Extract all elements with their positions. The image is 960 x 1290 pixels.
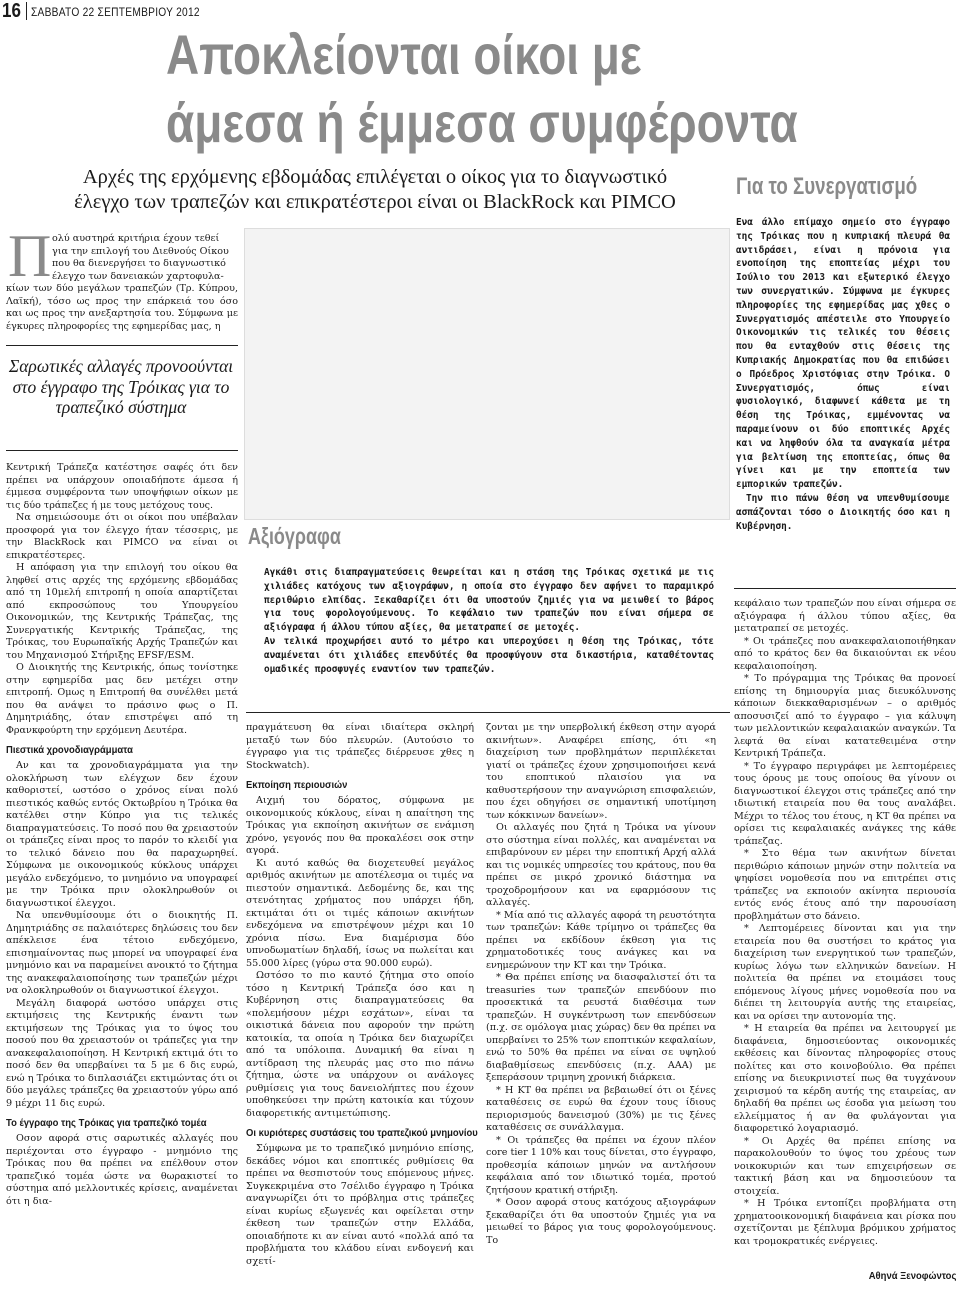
- pull-quote-bottom-rule: [6, 450, 238, 451]
- sidebar-heading: Για το Συνεργατισμό: [736, 173, 918, 200]
- subheading-pressing-timelines: Πιεστικά χρονοδιαγράμματα: [6, 744, 133, 756]
- sidebar-bottom-rule: [734, 588, 956, 589]
- col1-paragraph: Μεγάλη διαφορά ωστόσο υπάρχει στις εκτιμήσεις της Κεντρικής έναντι των εκτιμήσεων της Τρόικας για το ύψος του ποσού που θα χρειαστούν οι τράπεζες για την ανακεφαλαιοποίηση. Η Κεντρική εκτιμά ότι το ποσό δεν θα υπερβαίνει τα 5 με 6 δις ευρώ, ενώ η Τρόικα το διπλασιάζει εκτιμώντας ότι οι δύο μεγάλες τράπεζες θα χρειαστούν γύρω από 9 μέχρι 11 δις ευρώ.: [6, 997, 238, 1109]
- axiografa-heading: Αξιόγραφα: [248, 523, 341, 549]
- col3-paragraph: * Η ΚΤ θα πρέπει να βεβαιωθεί ότι οι ξένες καταθέσεις σε ευρώ θα έχουν τους ίδιους περιορισμούς δανεισμού (30%) με τις ξένες καταθέσεις σε συνάλλαγμα.: [486, 1084, 716, 1133]
- axiografa-paragraph: Αν τελικά προχωρήσει αυτό το μέτρο και υπεροχύσει η θέση της Τρόικας, τότε αναμένεται ότι χιλιάδες επενδύτές θα προσφύγουν στα δικαστήρια, καταθέτοντας ομαδικές προσφυγές εναντίον των τραπεζών.: [264, 635, 714, 675]
- col1-paragraph: Οσον αφορά στις σαρωτικές αλλαγές που περιέχονται στο έγγραφο - μνημόνιο της Τρόικας που θα πρέπει να επέλθουν στον τραπεζικό τομέα ώστε να θωρακιστεί το σύστημα από μελλοντικές κρίσεις, αναμένεται ότι η δια-: [6, 1133, 238, 1207]
- column-3: [486, 722, 716, 1247]
- subheading-main-recommendations: Οι κυριότερες συστάσεις του τραπεζικού μνημονίου: [246, 1127, 478, 1139]
- pull-quote: Σαρωτικές αλλαγές προνοούνται στο έγγραφο της Τρόικας για το τραπεζικό σύστημα: [8, 356, 234, 417]
- sidebar-paragraph: Ενα άλλο επίμαχο σημείο στο έγγραφο της Τρόικας που η κυπριακή πλευρά θα αντιδράσει, είναι η πρόνοια για ενοποίηση της εποπτείας μέχρι του Ιούλιο του 2013 και εξωτερικό έλεγχο των συνεργατικών. Σύμφωνα με έγκυρες πληροφορίες της εφημερίδας μας χθες ο Συνεργατισμός απέστειλε στο Υπουργείο Οικονομικών τις τελικές του θέσεις που θα ενταχθούν στις θέσεις της Κυπριακής Δημοκρατίας που θα επιδώσει ο Πρόεδρος Χριστόφιας στην Τρόικα. Ο Συνεργατισμός, όπως είναι φυσιολογικό, διαφωνεί κάθετα με τη θέση της Τρόικας, εμμένοντας να παραμείνουν οι δύο εποπτικές Αρχές και να ληφθούν όλα τα αναγκαία μέτρα για βελτίωση της εποπτείας, όπως θα γίνει και με την εποπτεία των εμπορικών τραπεζών.: [736, 217, 950, 491]
- col3-paragraph: * Μία από τις αλλαγές αφορά τη ρευστότητα των τραπεζών: Κάθε τρίμηνο οι τράπεζες θα πρέπει να εκδίδουν έκθεση για τις χρηματοδοτικές τους ανάγκες και να ενημερώνουν την ΚΤ και την Τρόικα.: [486, 909, 716, 971]
- column-1: [6, 462, 238, 1208]
- subheading-asset-liquidation: Εκποίηση περιουσιών: [246, 779, 348, 791]
- lead-line-4: έλεγχο των δανειακών χαρτοφυλα-: [52, 270, 224, 282]
- byline: Αθηνά Ξενοφώντος: [868, 1270, 956, 1282]
- dropcap: Π: [8, 223, 52, 289]
- col2-paragraph: Αιχμή του δόρατος, σύμφωνα με οικονομικούς κύκλους, είναι η απαίτηση της Τρόικας για εκποίηση ακινήτων σε ενάμιση χρόνο, γεγονός που θα προκαλέσει σοκ στην αγορά.: [246, 795, 474, 856]
- col3-paragraph: * Θα πρέπει επίσης να διασφαλιστεί ότι τα treasuries των τραπεζών επενδύουν πιο προσεκτικά τα ρευστά διαθέσιμα των τραπεζών. Η συγκέντρωση των επενδύσεων (π.χ. σε ομόλογα μιας χώρας) δεν θα πρέπει να υπερβαίνει το 25% των εποπτικών κεφαλαίων, ενώ το 50% θα πρέπει να είναι σε υψηλού διαβαθμίσεως επενδύσεις (π.χ. ΑΑΑ) με ξεπεράσουν τριμηνη χρονική διάρκεια.: [486, 972, 716, 1083]
- col4-paragraph: * Το έγγραφο περιγράφει με λεπτομέρειες τους όρους με τους οποίους θα γίνουν οι διαγνωστικοί έλεγχοι στις τράπεζες από την ιδιωτική εταιρεία που θα τους αναλάβει. Μέχρι το τέλος του έτους, η ΚΤ θα πρέπει να ορίσει τις κεφαλαιακές ανάγκες της κάθε τράπεζας.: [734, 760, 956, 847]
- col4-paragraph: * Οι Αρχές θα πρέπει επίσης να παρακολουθούν το ύψος του χρέους των νοικοκυριών και των επιχειρήσεων σε τακτική βάση και να δημοσιεύουν τα στοιχεία.: [734, 1135, 956, 1197]
- axiografa-box: [264, 566, 714, 676]
- folio-date: ΣΑΒΒΑΤΟ 22 ΣΕΠΤΕΜΒΡΙΟΥ 2012: [31, 5, 200, 19]
- sidebar-paragraph: Την πιο πάνω θέση να υπενθυμίσουμε ασπάζονται τόσο ο Διοικητής όσο και η Κυβέρνηση.: [736, 492, 950, 532]
- col1-paragraph: Να υπενθυμίσουμε ότι ο διοικητής Π. Δημητριάδης σε παλαιότερες δηλώσεις του δεν απέκλεισε ένα τέτοιο ενδεχόμενο, επισημαίνοντας πως μπορεί να υπογραφεί ένα μνημόνιο και να παραμείνει ανοικτό το ζήτημα της ανακεφαλαιοποίησης των τραπεζών μέχρι να ολοκληρωθούν οι διαγνωστικοί έλεγχοι.: [6, 910, 238, 996]
- sidebar-box: [736, 216, 950, 533]
- lead-rest-text: κίων των δύο μεγάλων τραπεζών (Τρ. Κύπρου, Λαϊκή), τόσο ως προς την επάρκειά του όσο και ως προς την ανεξαρτησία του. Σύμφωνα με έγκυρες πληροφορίες της εφημερίδας μας, η: [6, 283, 238, 332]
- page-number: 16: [2, 0, 21, 22]
- col1-paragraph: Η απόφαση για την επιλογή του οίκου θα ληφθεί στις αρχές της ερχόμενης εβδομάδας από τη 10μελή επιτροπή η οποία απαρτίζεται από εκπροσώπους του Υπουργείου Οικονομικών, της Κεντρικής Τράπεζας, της Συνεργατικής Κεντρικής Τράπεζας, της Τρόικας, του Ευρωπαϊκής Αρχής Τραπεζών και του Μηχανισμού Στήριξης EFSF/ESM.: [6, 562, 238, 661]
- deck-line-2: έλεγχο των τραπεζών και επικρατέστεροι είναι οι BlackRock και PIMCO: [74, 191, 676, 213]
- col4-paragraph: * Στο θέμα των ακινήτων δίνεται περιθώριο κάποιων μηνών στην πολιτεία να ψηφίσει νομοθεσία που να επιτρέπει στις τράπεζες να εκποιούν ακίνητα περιουσία εντός ενός έτους από την παρουσίαση προβλημάτων στο δάνειο.: [734, 848, 956, 922]
- col4-paragraph: * Οι τράπεζες που ανακεφαλαιοποιήθηκαν από το κράτος δεν θα δικαιούνται εκ νέου κεφαλαιοποίηση.: [734, 635, 956, 672]
- lead-line-3: που θα διενεργήσει το διαγνωστικό: [52, 258, 226, 269]
- col2-paragraph: Κι αυτό καθώς θα διοχετευθεί μεγάλος αριθμός ακινήτων με αποτέλεσμα οι τιμές να πιεστούν σημαντικά. Δεδομένης δε, και της στενότητας χρήματος που υπάρχει ήδη, εκτιμάται ότι οι τιμές κάποιων ακινήτων ενδεχόμενα να επιστρέψουν μέχρι και 10 χρόνια πίσω. Ενα διαμέρισμα δύο υπνοδωματίων δηλαδή, ίσως να πωλείται και 55.000 λίρες (γύρω στα 90.000 ευρώ).: [246, 857, 474, 969]
- lead-line-2: για την επιλογή του Διεθνούς Οίκου: [52, 245, 229, 257]
- col2-paragraph: Σύμφωνα με το τραπεζικό μνημόνιο επίσης, δεκάδες νόμοι και εποπτικές ρυθμίσεις θα πρέπει να θεσπιστούν τους επόμενους μήνες. Συγκεκριμένα στο 7σέλιδο έγγραφο η Τρόικα αναγνωρίζει ότι το πρόβλημα στις τράπεζες είναι κυρίως εξωγενές και οφείλεται στην έκθεση των τραπεζών στην Ελλάδα, οποιαδήποτε κι αν είναι αυτό «πολλά από τα προβλήματα του κλάδου είναι ενδογενή και σχετί-: [246, 1143, 474, 1267]
- col1-paragraph: Αν και τα χρονοδιαγράμματα για την ολοκλήρωση των ελέγχων δεν έχουν καθοριστεί, ωστόσο ο χρόνος είναι πολύ πιεστικός καθώς εντός Οκτωβρίου η Τρόικα θα κατέλθει στην Κύπρο για τις τελικές διαπραγματεύσεις. Το ποσό που θα χρειαστούν οι τράπεζες είναι προς το παρόν το κλειδί για το τελικό δάνειο που θα παραχωρηθεί. Σύμφωνα με οικονομικούς κύκλους υπάρχει μεγάλο ενδεχόμενο, το μνημόνιο να υπογραφεί με την Τρόικα πριν ολοκληρωθούν οι διαγνωστικοί έλεγχοι.: [6, 760, 238, 909]
- axiografa-paragraph: Αγκάθι στις διαπραγματεύσεις θεωρείται και η στάση της Τρόικας σχετικά με τις χιλιάδες κατόχους των αξιογράφων, η οποία στο έγγραφο δεν αφήνει το παραμικρό περιθώριο ελπίδας. Ξεκαθαρίζει ότι θα υποστούν ζημιές για να μειωθεί το βάρος για τους φορολογούμενους. Το κεφάλαιο των τραπεζών που είναι σήμερα σε αξιόγραφα ή άλλου τύπου αξίες, θα μετατραπεί σε μετοχές.: [264, 567, 714, 634]
- col3-paragraph: * Οι τράπεζες θα πρέπει να έχουν πλέον core tier 1 10% και τους δίνεται, στο έγγραφο, προθεσμία κάποιων μηνών να αντλήσουν κεφάλαια από τον ιδιωτικό τομέα, προτού ζητήσουν κρατική στήριξη.: [486, 1134, 716, 1196]
- subheading-troika-document: Το έγγραφο της Τρόικας για τραπεζικό τομέα: [6, 1117, 207, 1129]
- col2-paragraph: πραγμάτευση θα είναι ιδιαίτερα σκληρή μεταξύ των δύο πλευρών. (Αυτούσιο το έγγραφο για τις τράπεζες διέρρευσε χθες η Stockwatch).: [246, 722, 474, 771]
- col4-paragraph: * Η Τρόικα εντοπίζει προβλήματα στη χρηματοοικονομική διαφάνεια και ρίσκα που σχετίζονται με ξέπλυμα βρόμικου χρήματος και τρομοκρατικές ενέργειες.: [734, 1198, 956, 1247]
- col3-paragraph: * Οσον αφορά στους κατόχους αξιογράφων ξεκαθαρίζει ότι θα υποστούν ζημιές για να μειωθεί το βάρος για τους φορολογούμενους. Το: [486, 1197, 716, 1246]
- col2-paragraph: Ωστόσο το πιο καυτό ζήτημα στο οποίο τόσο η Κεντρική Τράπεζα όσο και η Κυβέρνηση στις διαπραγματεύσεις θα «πολεμήσουν μέχρι εσχάτων», είναι τα οικιστικά δάνεια που αφορούν την πρώτη κατοικία, τα οποία η Τρόικα δεν διαχωρίζει από τα υπόλοιπα. Δυναμική θα είναι η αντίδραση της πλευράς μας στο πιο πάνω ζήτημα, ώστε να υπάρχουν οι ανάλογες ρυθμίσεις για τους δανειολήπτες που έχουν υποθηκεύσει την πρώτη κατοικία και τύχουν διαφορετικής αντιμετώπισης.: [246, 970, 474, 1119]
- deck-line-1: Αρχές της ερχόμενης εβδομάδας επιλέγεται ο οίκος για το διαγνωστικό: [82, 166, 668, 188]
- col1-paragraph: Να σημειώσουμε ότι οι οίκοι που υπέβαλαν προσφορά για τον έλεγχο ήταν τέσσερις, με την BlackRock και PIMCO να είναι οι επικρατέστερες.: [6, 512, 238, 561]
- lead-rest: [6, 283, 238, 333]
- lead-line-1: ολύ αυστηρά κριτήρια έχουν τεθεί: [52, 233, 220, 244]
- col3-paragraph: Οι αλλαγές που ζητά η Τρόικα να γίνουν στο σύστημα είναι πολλές, και αναμένεται να επιβαρύνουν εν μέρει την εποπτική Αρχή αλλά και τις νομικές υπηρεσίες του κράτους, που θα πρέπει σε μικρό χρονικό διάστημα να τροχοδρομήσουν και να εφαρμόσουν τις αλλαγές.: [486, 822, 716, 908]
- axiografa-bottom-rule: [246, 712, 730, 713]
- deck: [30, 165, 720, 215]
- headline-line-1: Αποκλείονται οίκοι με: [166, 23, 642, 86]
- col1-paragraph: Κεντρική Τράπεζα κατέστησε σαφές ότι δεν πρέπει να υπάρχουν οποιαδήποτε άμεσα ή έμμεσα συμφέροντα των υποψήφιων οίκων με τις δύο τράπεζες ή με τους μετόχους τους.: [6, 462, 238, 511]
- pull-quote-top-rule: [6, 345, 238, 346]
- article-photo: [244, 228, 730, 520]
- col4-paragraph: * Η εταιρεία θα πρέπει να λειτουργεί με διαφάνεια, δημοσιεύοντας οικονομικές εκθέσεις και δίνοντας πληροφορίες στους πολίτες και στο κοινοβούλιο. Θα πρέπει επίσης να διευκρινιστεί πως θα τυγχάνουν χειρισμού τα κέρδη αυτής της εταιρείας, αν δηλαδή θα πρέπει ως έσοδα για μείωση του ελλείμματος ή αν θα φυλάγονται για διαφορετικό λογαριασμό.: [734, 1023, 956, 1134]
- lead-first-lines: [52, 233, 238, 283]
- col4-paragraph: * Το πρόγραμμα της Τρόικας θα προνοεί επίσης τη δημιουργία μιας διευκόλυνσης κάποιων διεκκαθαρισμένων – ο αριθμός αποσυσιζεί από το έγγραφο – για κάλυψη των μελλοντικών κεφαλαιακών αναγκών. Τα λεφτά θα είναι κατατεθειμένα στην Κεντρική Τράπεζα.: [734, 673, 956, 759]
- column-4: [734, 598, 956, 1248]
- col1-paragraph: Ο Διοικητής της Κεντρικής, όπως τονίστηκε στην εφημερίδα μας δεν μετέχει στην επιτροπή. Ομως η Επιτροπή θα συνέλθει μετά που θα ανάψει το πράσινο φως ο Π. Δημητριάδης, όταν επιστρέψει από τη Φρανκφούρτη την ερχόμενη Δευτέρα.: [6, 662, 238, 736]
- col4-paragraph: κεφάλαιο των τραπεζών που είναι σήμερα σε αξιόγραφα ή άλλου τύπου αξίες, θα μετατραπεί σε μετοχές.: [734, 598, 956, 634]
- header-divider: [26, 2, 27, 20]
- col3-paragraph: ζονται με την υπερβολική έκθεση στην αγορά ακινήτων». Αναφέρει επίσης, ότι «η διαχείριση των προβλημάτων περιπλέκεται γιατί οι τράπεζες έχουν χρησιμοποιήσει κενά του εποπτικού πλαισίου για να καθυστερήσουν την αναγνώριση επισφαλειών, που έχει οδηγήσει σε σημαντική υποτίμηση των κόκκινων δανείων».: [486, 722, 716, 821]
- column-2: [246, 722, 478, 1268]
- col4-paragraph: * Λεπτομέρειες δίνονται και για την εταιρεία που θα συστήσει το κράτος για διαχείριση των ενεργητικού των τραπεζών, κυρίως λόγω των ελληνικών δανείων. Η πολιτεία θα πρέπει να ετοιμάσει τους επόμενους λίγους μήνες νομοθεσία που να διέπει τη λειτουργία αυτής της εταιρείας, και να ορίσει την αυτονομία της.: [734, 923, 956, 1022]
- headline-line-2: άμεσα ή έμμεσα συμφέροντα: [166, 91, 798, 154]
